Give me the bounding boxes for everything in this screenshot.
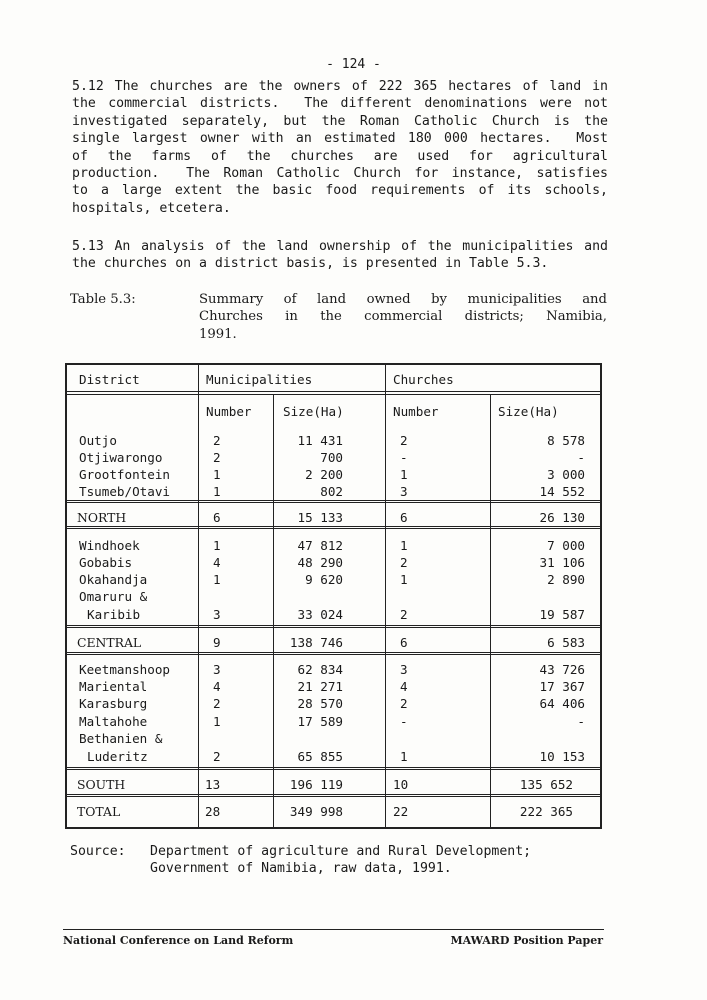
- municipality-size-cell: 28 570: [297, 696, 343, 711]
- district-cell: Luderitz: [87, 749, 148, 764]
- church-size-cell: 26 130: [539, 510, 585, 525]
- municipality-number-cell: 2: [213, 450, 221, 465]
- district-cell: Mariental: [79, 679, 148, 694]
- church-size-cell: 222 365: [519, 804, 573, 819]
- municipality-number-cell: 2: [213, 749, 221, 764]
- municipality-number-cell: 1: [213, 484, 221, 499]
- church-size-cell: 19 587: [539, 607, 585, 622]
- church-size-cell: 2 890: [547, 572, 585, 587]
- municipality-number-cell: 1: [213, 714, 221, 729]
- municipality-number-cell: 1: [213, 467, 221, 482]
- divider: [67, 526, 600, 529]
- church-number-cell: 2: [400, 555, 408, 570]
- municipality-size-cell: 802: [320, 484, 343, 499]
- municipality-size-cell: 47 812: [297, 538, 343, 553]
- caption-line: 1991.: [199, 326, 237, 342]
- header-divider: [67, 391, 600, 392]
- region-subtotal-label: CENTRAL: [77, 635, 142, 650]
- church-number-cell: -: [400, 450, 408, 465]
- district-cell: Karibib: [87, 607, 141, 622]
- district-cell: Bethanien &: [79, 731, 163, 746]
- municipality-size-cell: 65 855: [297, 749, 343, 764]
- municipality-number-cell: 6: [213, 510, 221, 525]
- header-number: Number: [393, 404, 439, 419]
- district-cell: Tsumeb/Otavi: [79, 484, 170, 499]
- land-ownership-table: [65, 363, 602, 829]
- district-cell: Omaruru &: [79, 589, 148, 604]
- church-number-cell: -: [400, 714, 408, 729]
- municipality-size-cell: 17 589: [297, 714, 343, 729]
- church-number-cell: 6: [400, 510, 408, 525]
- municipality-number-cell: 2: [213, 433, 221, 448]
- municipality-number-cell: 9: [213, 635, 221, 650]
- caption-line: Summary of land owned by municipalities and: [199, 292, 607, 307]
- municipality-size-cell: 15 133: [297, 510, 343, 525]
- municipality-size-cell: 2 200: [305, 467, 343, 482]
- church-number-cell: 1: [400, 749, 408, 764]
- church-number-cell: 2: [400, 607, 408, 622]
- municipality-number-cell: 1: [213, 538, 221, 553]
- table-caption-label: Table 5.3:: [70, 292, 136, 307]
- municipality-number-cell: 3: [213, 607, 221, 622]
- district-cell: Otjiwarongo: [79, 450, 163, 465]
- footer-paper-title: MAWARD Position Paper: [450, 934, 603, 947]
- paragraph-line: production. The Roman Catholic Church for instance, satisfies: [72, 166, 608, 182]
- church-number-cell: 4: [400, 679, 408, 694]
- church-number-cell: 6: [400, 635, 408, 650]
- page-number: - 124 -: [326, 57, 381, 72]
- church-number-cell: 22: [393, 804, 409, 819]
- header-district: District: [79, 372, 140, 387]
- paragraph-line: the churches on a district basis, is presented in Table 5.3.: [72, 256, 549, 272]
- divider: [67, 767, 600, 770]
- header-size: Size(Ha): [283, 404, 344, 419]
- church-number-cell: 3: [400, 662, 408, 677]
- church-size-cell: 6 583: [547, 635, 585, 650]
- municipality-size-cell: 21 271: [297, 679, 343, 694]
- source-line: Department of agriculture and Rural Development;: [150, 844, 532, 859]
- source-label: Source:: [70, 844, 126, 859]
- church-size-cell: 7 000: [547, 538, 585, 553]
- district-cell: Keetmanshoop: [79, 662, 170, 677]
- municipality-size-cell: 11 431: [297, 433, 343, 448]
- district-cell: Windhoek: [79, 538, 140, 553]
- caption-line: Churches in the commercial districts; Namibia,: [199, 309, 607, 325]
- church-size-cell: 10 153: [539, 749, 585, 764]
- church-size-cell: 135 652: [519, 777, 573, 792]
- paragraph-line: to a large extent the basic food requirements of its schools,: [72, 183, 608, 199]
- municipality-number-cell: 4: [213, 555, 221, 570]
- church-size-cell: 31 106: [539, 555, 585, 570]
- church-number-cell: 2: [400, 696, 408, 711]
- church-size-cell: 8 578: [547, 433, 585, 448]
- district-cell: Okahandja: [79, 572, 148, 587]
- district-cell: Gobabis: [79, 555, 133, 570]
- district-cell: Outjo: [79, 433, 117, 448]
- footer-conference: National Conference on Land Reform: [63, 934, 294, 947]
- church-size-cell: 17 367: [539, 679, 585, 694]
- column-divider: [490, 395, 491, 827]
- header-divider: [67, 394, 600, 395]
- district-cell: Grootfontein: [79, 467, 170, 482]
- paragraph-5-13: [72, 238, 608, 273]
- church-number-cell: 1: [400, 467, 408, 482]
- municipality-number-cell: 3: [213, 662, 221, 677]
- header-municipalities: Municipalities: [206, 372, 313, 387]
- header-churches: Churches: [393, 372, 454, 387]
- municipality-size-cell: 700: [320, 450, 343, 465]
- municipality-size-cell: 349 998: [289, 804, 343, 819]
- church-size-cell: -: [577, 450, 585, 465]
- church-size-cell: 14 552: [539, 484, 585, 499]
- church-size-cell: -: [577, 714, 585, 729]
- district-cell: Maltahohe: [79, 714, 148, 729]
- church-number-cell: 1: [400, 538, 408, 553]
- municipality-number-cell: 28: [205, 804, 221, 819]
- region-subtotal-label: SOUTH: [77, 777, 126, 792]
- church-size-cell: 64 406: [539, 696, 585, 711]
- district-cell: Karasburg: [79, 696, 148, 711]
- paragraph-line: investigated separately, but the Roman Catholic Church is the: [72, 113, 608, 129]
- source-line: Government of Namibia, raw data, 1991.: [150, 861, 452, 877]
- table-caption: [199, 291, 607, 343]
- church-number-cell: 3: [400, 484, 408, 499]
- paragraph-line: of the farms of the churches are used for agricultural: [72, 148, 608, 164]
- footer-rule: [63, 929, 604, 930]
- church-number-cell: 1: [400, 572, 408, 587]
- paragraph-line: the commercial districts. The different denominations were not: [72, 96, 608, 112]
- paragraph-line: 5.12 The churches are the owners of 222 365 hectares of land in: [72, 79, 608, 94]
- municipality-number-cell: 2: [213, 696, 221, 711]
- paragraph-5-12: [72, 78, 608, 217]
- header-number: Number: [206, 404, 252, 419]
- church-size-cell: 3 000: [547, 467, 585, 482]
- column-divider: [273, 395, 274, 827]
- municipality-number-cell: 1: [213, 572, 221, 587]
- paragraph-line: single largest owner with an estimated 180 000 hectares. Most: [72, 131, 608, 147]
- divider: [67, 652, 600, 655]
- column-divider: [385, 365, 386, 827]
- church-number-cell: 2: [400, 433, 408, 448]
- municipality-size-cell: 62 834: [297, 662, 343, 677]
- grand-total-label: TOTAL: [77, 804, 121, 819]
- municipality-size-cell: 9 620: [305, 572, 343, 587]
- paragraph-line: hospitals, etcetera.: [72, 200, 231, 216]
- municipality-size-cell: 196 119: [289, 777, 343, 792]
- municipality-size-cell: 138 746: [289, 635, 343, 650]
- divider: [67, 500, 600, 503]
- municipality-size-cell: 33 024: [297, 607, 343, 622]
- header-size: Size(Ha): [498, 404, 559, 419]
- divider: [67, 794, 600, 797]
- municipality-number-cell: 4: [213, 679, 221, 694]
- church-number-cell: 10: [393, 777, 409, 792]
- municipality-size-cell: 48 290: [297, 555, 343, 570]
- divider: [67, 625, 600, 628]
- paragraph-line: 5.13 An analysis of the land ownership of the municipalities and: [72, 239, 608, 254]
- region-subtotal-label: NORTH: [77, 510, 127, 525]
- municipality-number-cell: 13: [205, 777, 221, 792]
- church-size-cell: 43 726: [539, 662, 585, 677]
- column-divider: [198, 365, 199, 827]
- source-text: [150, 843, 590, 878]
